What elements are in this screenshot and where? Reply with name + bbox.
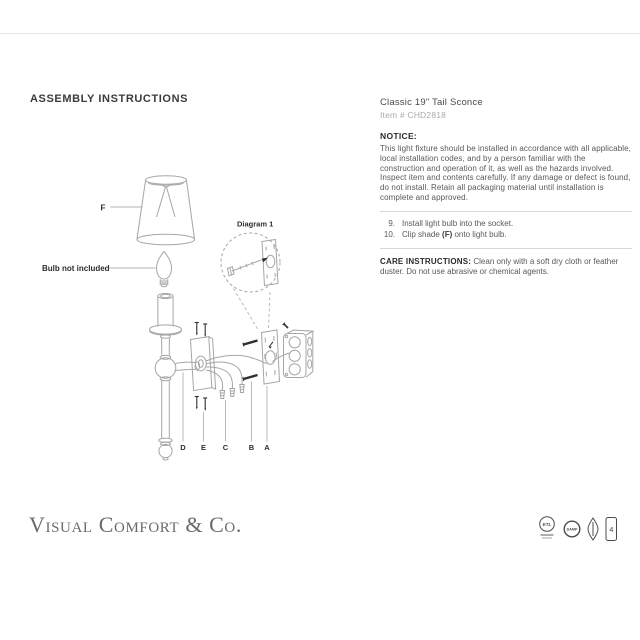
step-10-number: 10. — [383, 230, 395, 240]
damp-text: DAMP — [566, 527, 578, 532]
junction-box-drawing — [283, 323, 313, 378]
shade-drawing — [137, 176, 195, 245]
part-label-a: A — [264, 443, 270, 452]
assembly-diagram — [30, 160, 340, 470]
notice-body: This light fixture should be installed in accordance with all applicable, local installation codes, and by a person familiar with the construction and operation of it, as well as the hazards involved. Inspect item and contents carefully. If any damage or defect is found, do not install. Retain all packaging material until installation is complete and approved. — [380, 144, 631, 202]
page-number-text: 4 — [609, 524, 614, 534]
divider-1 — [380, 211, 632, 212]
step-9-number: 9. — [388, 218, 395, 228]
step-10-bold: (F) — [442, 230, 453, 240]
step-10 — [380, 229, 632, 241]
care-label: CARE INSTRUCTIONS: — [380, 256, 472, 266]
leader-lines — [108, 207, 267, 442]
part-label-b: B — [248, 443, 255, 452]
steps-list — [380, 218, 632, 241]
mounting-screws — [243, 341, 258, 381]
part-label-f: F — [100, 203, 106, 213]
sconce-body-drawing — [150, 293, 200, 460]
bulb-note-label: Bulb not included — [42, 264, 110, 273]
bracket-drawing — [262, 330, 280, 384]
etl-certification-icon — [537, 516, 557, 542]
product-name: Classic 19" Tail Sconce — [380, 97, 483, 108]
page-title: ASSEMBLY INSTRUCTIONS — [30, 93, 189, 105]
step-9 — [380, 218, 632, 230]
bulb-drawing — [157, 252, 172, 287]
top-rule — [0, 33, 640, 34]
etl-text: ETL — [542, 521, 552, 527]
marquise-shape-icon — [587, 517, 599, 541]
certification-icons — [537, 515, 618, 543]
step-10-post: onto light bulb. — [452, 230, 507, 240]
step-10-pre: Clip shade — [402, 230, 443, 240]
step-10-text — [402, 229, 507, 241]
part-label-c: C — [222, 443, 229, 452]
divider-2 — [380, 248, 632, 249]
care-body: Clean only with a soft dry cloth or feather duster. Do not use abrasive or chemical agents. — [380, 256, 619, 277]
brand-logo: Visual Comfort & Co. — [29, 512, 242, 537]
part-label-e: E — [200, 443, 207, 452]
info-column — [380, 97, 632, 278]
detail-circle — [221, 233, 280, 331]
diagram1-label: Diagram 1 — [237, 219, 274, 229]
page-number-badge — [605, 516, 618, 542]
wires-drawing — [206, 353, 290, 399]
part-label-d: D — [180, 443, 186, 452]
backplate-drawing — [191, 337, 216, 391]
care-instructions — [380, 257, 632, 278]
product-item-number: Item # CHD2818 — [380, 110, 447, 120]
damp-rating-icon — [563, 520, 581, 538]
step-9-pre: Install light bulb into the socket. — [402, 218, 514, 228]
notice-label: NOTICE: — [380, 131, 418, 141]
step-9-text — [402, 218, 513, 230]
